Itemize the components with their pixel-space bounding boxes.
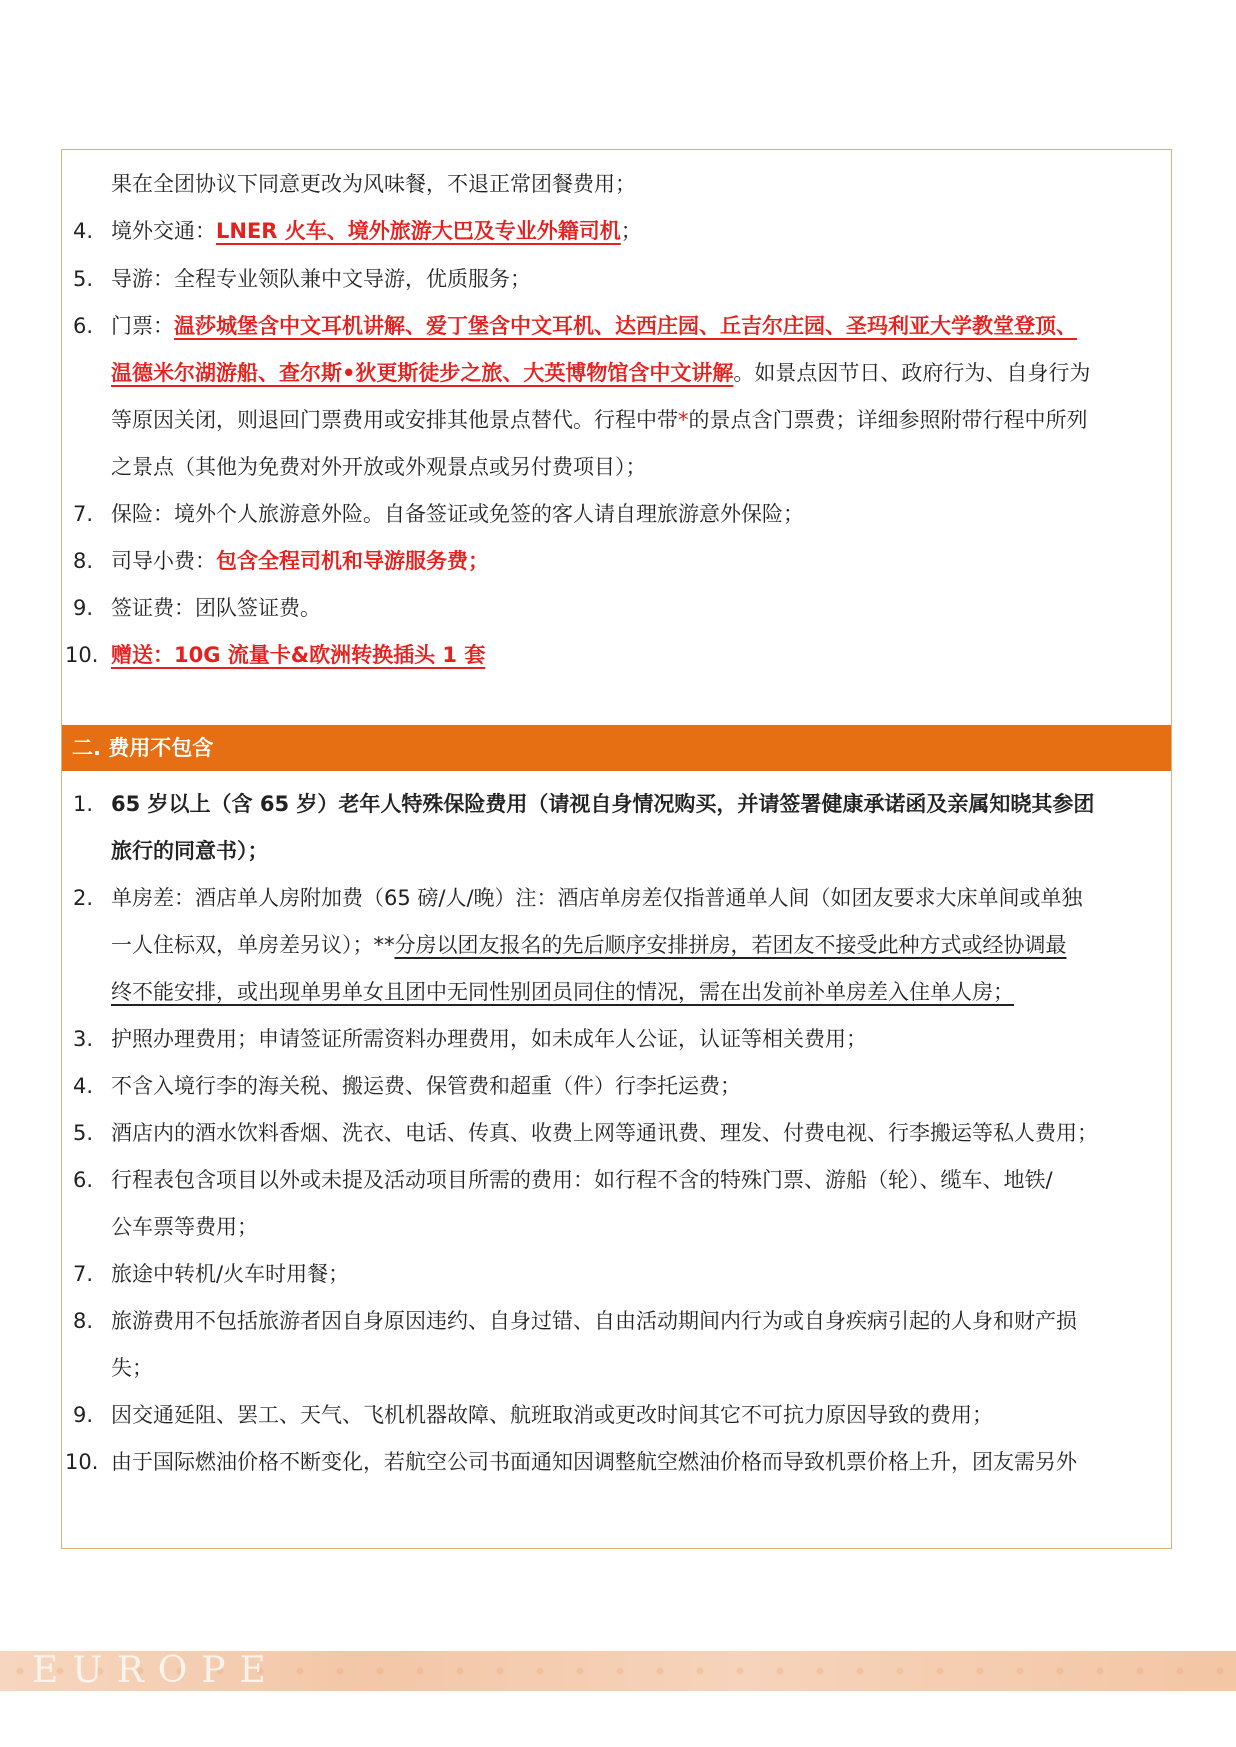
list-item: 2. 单房差：酒店单人房附加费（65 磅/人/晚）注：酒店单房差仅指普通单人间（如团友要求大床单间或单独 (73, 886, 1083, 910)
list-item-cont: 终不能安排，或出现单男单女且团中无同性别团员同住的情况，需在出发前补单房差入住单人房； (111, 980, 1014, 1004)
highlight-text: 温莎城堡含中文耳机讲解、爱丁堡含中文耳机、达西庄园、丘吉尔庄园、圣玛利亚大学教堂登顶、 (174, 314, 1077, 338)
list-item: 3. 护照办理费用；申请签证所需资料办理费用，如未成年人公证，认证等相关费用； (73, 1027, 867, 1051)
highlight-text: LNER 火车、境外旅游大巴及专业外籍司机 (216, 219, 621, 243)
list-item: 4. 境外交通：LNER 火车、境外旅游大巴及专业外籍司机； (73, 219, 642, 243)
list-item: 6. 行程表包含项目以外或未提及活动项目所需的费用：如行程不含的特殊门票、游船（轮）、缆车、地铁/ (73, 1168, 1053, 1192)
footer-banner (0, 1651, 1236, 1691)
list-item: 4. 不含入境行李的海关税、搬运费、保管费和超重（件）行李托运费； (73, 1074, 741, 1098)
highlight-text: 包含全程司机和导游服务费； (216, 549, 489, 573)
section-title: 二. 费用不包含 (72, 736, 214, 760)
europe-logo: EUROPE (32, 1650, 280, 1691)
list-item: 9. 因交通延阻、罢工、天气、飞机机器故障、航班取消或更改时间其它不可抗力原因导致的费用； (73, 1403, 993, 1427)
highlight-text: 赠送：10G 流量卡&欧洲转换插头 1 套 (111, 643, 486, 667)
list-item: 8. 司导小费：包含全程司机和导游服务费； (73, 549, 489, 573)
list-item-continuation: 果在全团协议下同意更改为风味餐，不退正常团餐费用； (111, 172, 636, 196)
list-item-cont: 等原因关闭，则退回门票费用或安排其他景点替代。行程中带*的景点含门票费；详细参照附带行程中所列 (111, 408, 1088, 432)
content-frame (61, 149, 1172, 1549)
list-item-cont: 旅行的同意书）； (111, 839, 269, 863)
list-item: 8. 旅游费用不包括旅游者因自身原因违约、自身过错、自由活动期间内行为或自身疾病引起的人身和财产损 (73, 1309, 1077, 1333)
list-item: 1. 65 岁以上（含 65 岁）老年人特殊保险费用（请视自身情况购买，并请签署健康承诺函及亲属知晓其参团 (73, 792, 1095, 816)
list-item: 5. 导游：全程专业领队兼中文导游，优质服务； (73, 267, 531, 291)
section-header-excluded (62, 725, 1171, 771)
list-item-cont: 一人住标双，单房差另议）；**分房以团友报名的先后顺序安排拼房，若团友不接受此种方式或经协调最 (111, 933, 1067, 957)
list-item: 10. 由于国际燃油价格不断变化，若航空公司书面通知因调整航空燃油价格而导致机票价格上升，团友需另外 (65, 1450, 1077, 1474)
list-item-cont: 失； (111, 1356, 153, 1380)
list-item: 7. 旅途中转机/火车时用餐； (73, 1262, 350, 1286)
list-item-cont: 公车票等费用； (111, 1215, 258, 1239)
list-item-cont: 温德米尔湖游船、查尔斯•狄更斯徒步之旅、大英博物馆含中文讲解。如景点因节日、政府行为、自身行为 (111, 361, 1091, 385)
list-item: 5. 酒店内的酒水饮料香烟、洗衣、电话、传真、收费上网等通讯费、理发、付费电视、行李搬运等私人费用； (73, 1121, 1098, 1145)
list-item-cont: 之景点（其他为免费对外开放或外观景点或另付费项目）； (111, 455, 647, 479)
list-item: 6. 门票：温莎城堡含中文耳机讲解、爱丁堡含中文耳机、达西庄园、丘吉尔庄园、圣玛利亚大学教堂登顶、 (73, 314, 1077, 338)
list-item: 9. 签证费：团队签证费。 (73, 596, 321, 620)
list-item: 10. 赠送：10G 流量卡&欧洲转换插头 1 套 (65, 643, 486, 667)
highlight-text: 温德米尔湖游船、查尔斯•狄更斯徒步之旅、大英博物馆含中文讲解 (111, 361, 734, 385)
list-item: 7. 保险：境外个人旅游意外险。自备签证或免签的客人请自理旅游意外保险； (73, 502, 804, 526)
